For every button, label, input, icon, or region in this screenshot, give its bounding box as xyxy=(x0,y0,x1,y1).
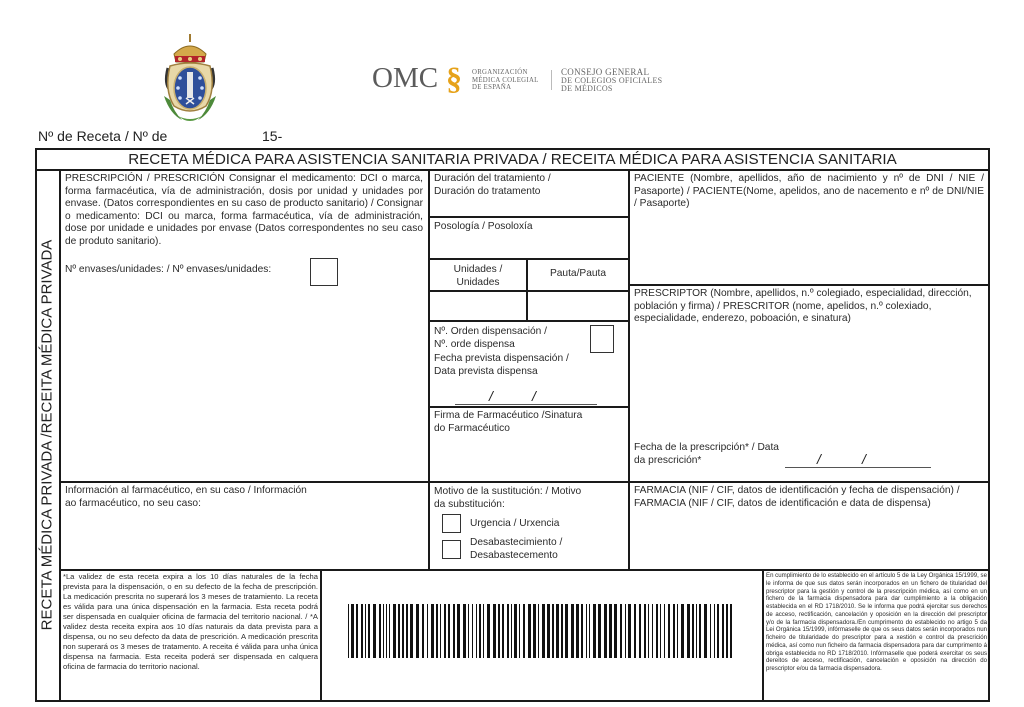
barcode-bar xyxy=(609,604,612,658)
barcode-bar xyxy=(386,604,387,658)
barcode-bar xyxy=(398,604,400,658)
pharmacist-signature-label xyxy=(434,410,582,435)
divider xyxy=(428,320,630,322)
expected-date-input-line[interactable] xyxy=(455,404,597,405)
barcode-bar xyxy=(565,604,568,658)
barcode-bar xyxy=(523,604,525,658)
barcode-bar xyxy=(448,604,450,658)
barcode-bar xyxy=(468,604,469,658)
barcode-bar xyxy=(589,604,590,658)
prescription-input-area[interactable] xyxy=(65,290,423,476)
barcode-bar xyxy=(620,604,622,658)
barcode-bar xyxy=(402,604,404,658)
barcode-bar xyxy=(730,604,732,658)
prescription-date-label-line: Fecha de la prescripción* / Data xyxy=(634,442,779,453)
barcode-bar xyxy=(502,604,504,658)
prescription-date-separator: / xyxy=(862,451,866,467)
barcode-bar xyxy=(726,604,728,658)
prescription-date-label xyxy=(634,442,779,467)
barcode-bar xyxy=(498,604,500,658)
barcode-bar xyxy=(440,604,441,658)
barcode-bar xyxy=(373,604,376,658)
pauta-col-header: Pauta/Pauta xyxy=(549,268,607,279)
barcode-bar xyxy=(722,604,724,658)
barcode-bar xyxy=(576,604,579,658)
barcode-bar xyxy=(487,604,490,658)
barcode-bar xyxy=(656,604,658,658)
barcode-bar xyxy=(604,604,607,658)
barcode-bar xyxy=(463,604,466,658)
barcode-bar xyxy=(598,604,601,658)
barcode-bar xyxy=(561,604,563,658)
pharmacist-info-label-line: Información al farmacéutico, en su caso / Información xyxy=(65,485,307,496)
barcode-bar xyxy=(652,604,653,658)
patient-input-area[interactable] xyxy=(632,212,986,282)
divider xyxy=(59,569,990,571)
barcode-bar xyxy=(356,604,358,658)
patient-label: PACIENTE (Nombre, apellidos, año de nacimiento y nº de DNI / NIE / Pasaporte) / PACIENTE(Nome, apelidos, ano de nacemento e nº de DNI/NIE / Pasaporte) xyxy=(634,173,984,210)
divider xyxy=(59,169,61,702)
expected-date-label-line: Data prevista dispensa xyxy=(434,365,538,377)
divider xyxy=(35,169,990,171)
barcode-bar xyxy=(410,604,413,658)
shortage-label xyxy=(470,537,562,562)
duration-label-line: Duración del tratamiento / xyxy=(434,173,551,184)
barcode-bar xyxy=(571,604,574,658)
shortage-label-line: Desabastecemento xyxy=(470,549,558,561)
barcode-bar xyxy=(528,604,531,658)
expected-date-separator: / xyxy=(532,388,536,404)
barcode-bar xyxy=(427,604,428,658)
barcode-bar xyxy=(493,604,496,658)
divider xyxy=(762,569,764,702)
barcode-bar xyxy=(457,604,460,658)
dispense-order-box[interactable] xyxy=(590,325,614,353)
omc-logo-symbol-icon: § xyxy=(446,60,462,96)
barcode-bar xyxy=(507,604,509,658)
pharmacist-signature-label-line: Firma de Farmacéutico /Sinatura xyxy=(434,410,583,421)
units-col-header-line: Unidades xyxy=(456,276,500,288)
omc-logo-text: OMC xyxy=(372,62,439,94)
college-crest-logo xyxy=(160,34,220,126)
prescription-date-label-line: da prescrición* xyxy=(634,454,702,466)
divider xyxy=(628,169,630,570)
validity-note: *La validez de esta receta expira a los 10 días naturales de la fecha prevista para la dispensación, o en su defecto de la fecha de prescripción. La medicación prescrita no superará los 3 meses de tratamiento. La receta es válida para una única dispensación en la farmacia. Esta receta podrá ser dispensada en cualquier oficina de farmacia del territorio nacional. / *A validez desta receita expira aos 10 días naturais da data prevista para a dispensa, ou no seu defecto da data de prescrición. A medicación prescrita non superará os 3 meses de tratamento. A receita é válida para unha única dispensa na farmacia. Esta receita poderá ser dispensada en calquera oficina de farmacia do territorio nacional. xyxy=(63,572,318,671)
barcode-bar xyxy=(668,604,670,658)
org-name-right xyxy=(561,69,662,92)
shortage-checkbox[interactable] xyxy=(442,540,461,559)
divider xyxy=(628,284,990,286)
divider xyxy=(428,169,430,570)
barcode-bar xyxy=(593,604,596,658)
barcode-bar xyxy=(664,604,665,658)
barcode-bar xyxy=(538,604,539,658)
barcode-bar xyxy=(648,604,649,658)
barcode-bar xyxy=(361,604,363,658)
pharmacy-input-area[interactable] xyxy=(632,512,986,567)
barcode-bar xyxy=(714,604,715,658)
barcode-bar xyxy=(687,604,690,658)
receipt-number-value[interactable]: 15- xyxy=(262,128,283,144)
urgency-checkbox[interactable] xyxy=(442,514,461,533)
pharmacist-info-label xyxy=(65,485,307,510)
shortage-label-line: Desabastecimiento / xyxy=(470,537,563,548)
receipt-number-label: Nº de Receta / Nº de xyxy=(38,128,168,144)
barcode-bar xyxy=(422,604,424,658)
divider xyxy=(428,258,630,260)
expected-date-separator: / xyxy=(489,388,493,404)
prescription-date-separator: / xyxy=(817,451,821,467)
org-right-line: DE MÉDICOS xyxy=(561,83,613,93)
side-label xyxy=(35,169,59,702)
expected-date-label-line: Fecha prevista dispensación / xyxy=(434,353,569,364)
barcode-bar xyxy=(681,604,684,658)
pharmacist-signature-label-line: do Farmacéutico xyxy=(434,422,510,434)
barcode-bar xyxy=(639,604,641,658)
barcode-bar xyxy=(673,604,675,658)
barcode-bar xyxy=(479,604,481,658)
urgency-label: Urgencia / Urxencia xyxy=(470,518,560,529)
prescriber-input-area[interactable] xyxy=(632,326,986,436)
pharmacist-signature-area[interactable] xyxy=(432,436,626,478)
barcode-bar xyxy=(444,604,446,658)
pharmacist-info-input[interactable] xyxy=(63,512,425,567)
substitution-label-line: Motivo de la sustitución: / Motivo xyxy=(434,486,582,497)
barcode-bar xyxy=(547,604,550,658)
barcode-bar xyxy=(704,604,707,658)
pharmacist-info-label-line: ao farmacéutico, no seu caso: xyxy=(65,497,201,509)
barcode-bar xyxy=(625,604,626,658)
side-label-text: RECETA MÉDICA PRIVADA /RECEITA MÉDICA PRIVADA xyxy=(38,239,56,631)
barcode-bar xyxy=(483,604,484,658)
org-left-line: DE ESPAÑA xyxy=(472,84,512,92)
barcode-bar xyxy=(476,604,477,658)
barcode-bar xyxy=(519,604,520,658)
dispense-order-label-line: Nº. orde dispensa xyxy=(434,338,515,350)
posology-input[interactable] xyxy=(432,236,626,256)
dispense-order-label xyxy=(434,326,547,351)
duration-input[interactable] xyxy=(432,198,626,214)
barcode-bar xyxy=(614,604,617,658)
org-name-left xyxy=(472,69,539,92)
barcode-bar xyxy=(368,604,370,658)
units-col-header-line: Unidades / xyxy=(453,264,503,275)
units-col-header xyxy=(430,264,526,289)
org-left-line: ORGANIZACIÓN xyxy=(472,69,528,76)
barcode-bar xyxy=(436,604,438,658)
units-input-box[interactable] xyxy=(310,258,338,286)
prescriber-label: PRESCRIPTOR (Nombre, apellidos, n.º colegiado, especialidad, dirección, población y firma) / PRESCRITOR (nome, apelidos, n.º colexiado, especialidade, enderezo, poboación, e sinatura) xyxy=(634,288,972,325)
divider xyxy=(428,216,630,218)
prescription-date-input-line[interactable] xyxy=(785,467,931,468)
barcode-bar xyxy=(542,604,545,658)
duration-label-line: Duración do tratamento xyxy=(434,185,541,197)
org-right-line: DE COLEGIOS OFICIALES xyxy=(561,75,663,85)
expected-date-label xyxy=(434,353,569,378)
divider xyxy=(59,481,990,483)
barcode-bar xyxy=(634,604,636,658)
form-title: RECETA MÉDICA PARA ASISTENCIA SANITARIA PRIVADA / RECEITA MÉDICA PARA ASISTENCIA SANITARIA xyxy=(128,151,897,168)
barcode xyxy=(348,604,736,660)
barcode-bar xyxy=(431,604,434,658)
barcode-bar xyxy=(472,604,473,658)
barcode-bar xyxy=(406,604,408,658)
pharmacy-label: FARMACIA (NIF / CIF, datos de identificación y fecha de dispensación) / FARMACIA (NIF / CIF, datos de identificación e data de dispensa) xyxy=(634,485,960,509)
prescription-instructions: PRESCRIPCIÓN / PRESCRICIÓN Consignar el medicamento: DCI o marca, forma farmacéutica, vía de administración, dosis por unidad y unidades por envase. (Datos correspondientes en su caso de producto sanitario) / Consignar o medicamento: DCI ou marca, forma farmacéutica, vía de administración, dose por unidade e unidades por envase (Datos correspondentes no seu caso de produto sanitario). xyxy=(65,173,423,247)
barcode-bar xyxy=(692,604,694,658)
barcode-bar xyxy=(365,604,366,658)
barcode-bar xyxy=(389,604,390,658)
org-left-line: MÉDICA COLEGIAL xyxy=(472,76,539,84)
barcode-bar xyxy=(644,604,646,658)
units-col-input[interactable] xyxy=(430,292,526,320)
barcode-bar xyxy=(552,604,554,658)
barcode-bar xyxy=(453,604,455,658)
org-divider xyxy=(551,70,552,90)
barcode-bar xyxy=(393,604,396,658)
duration-label xyxy=(434,173,551,198)
barcode-bar xyxy=(511,604,512,658)
barcode-bar xyxy=(514,604,517,658)
barcode-bar xyxy=(533,604,536,658)
units-label: Nº envases/unidades: / Nº envases/unidades: xyxy=(65,264,272,275)
barcode-graphic xyxy=(348,604,736,660)
substitution-label-line: da substitución: xyxy=(434,498,505,510)
posology-label: Posología / Posoloxía xyxy=(434,221,533,232)
privacy-note: En cumplimiento de lo establecido en el artículo 5 de la Ley Orgánica 15/1999, se le informa de que sus datos serán incorporados en un fichero de titularidad del prescriptor para la gestión y control de la prescripción médica, así como en un fichero de la farmacia dispensadora para dar cumplimiento a la obligación establecida en el RD 1718/2010. Se le informa que podrá ejercitar sus derechos de acceso, rectificación, cancelación y oposición en la dirección del prescriptor y/o de la farmacia dispensadora./En cumprimento do establecido no artigo 5 da Lei Orgánica 15/1999, infórmaselle de que os seus datos serán incorporados nun ficheiro de titularidade do prescriptor para a xestión e control da prescrición médica, así como nun ficheiro da farmacia dispensadora para dar cumprimento á obriga establecida no RD 1718/2010. Infórmaselle que poderá exercitar os seus dereitos de acceso, rectificación, cancelación e oposición na dirección do prescriptor e/ou da farmacia dispensadora. xyxy=(766,572,987,672)
barcode-bar xyxy=(628,604,631,658)
barcode-bar xyxy=(416,604,419,658)
barcode-bar xyxy=(660,604,661,658)
barcode-bar xyxy=(383,604,384,658)
barcode-bar xyxy=(581,604,583,658)
divider xyxy=(320,569,322,702)
org-right-line: CONSEJO GENERAL xyxy=(561,67,650,77)
barcode-bar xyxy=(351,604,354,658)
barcode-bar xyxy=(699,604,701,658)
barcode-bar xyxy=(379,604,381,658)
barcode-bar xyxy=(710,604,711,658)
barcode-bar xyxy=(556,604,559,658)
substitution-label xyxy=(434,486,581,511)
barcode-bar xyxy=(677,604,678,658)
barcode-bar xyxy=(348,604,349,658)
pauta-col-input[interactable] xyxy=(528,292,628,320)
barcode-bar xyxy=(717,604,719,658)
barcode-bar xyxy=(696,604,697,658)
barcode-bar xyxy=(586,604,587,658)
divider xyxy=(428,406,630,408)
dispense-order-label-line: Nº. Orden dispensación / xyxy=(434,326,548,337)
